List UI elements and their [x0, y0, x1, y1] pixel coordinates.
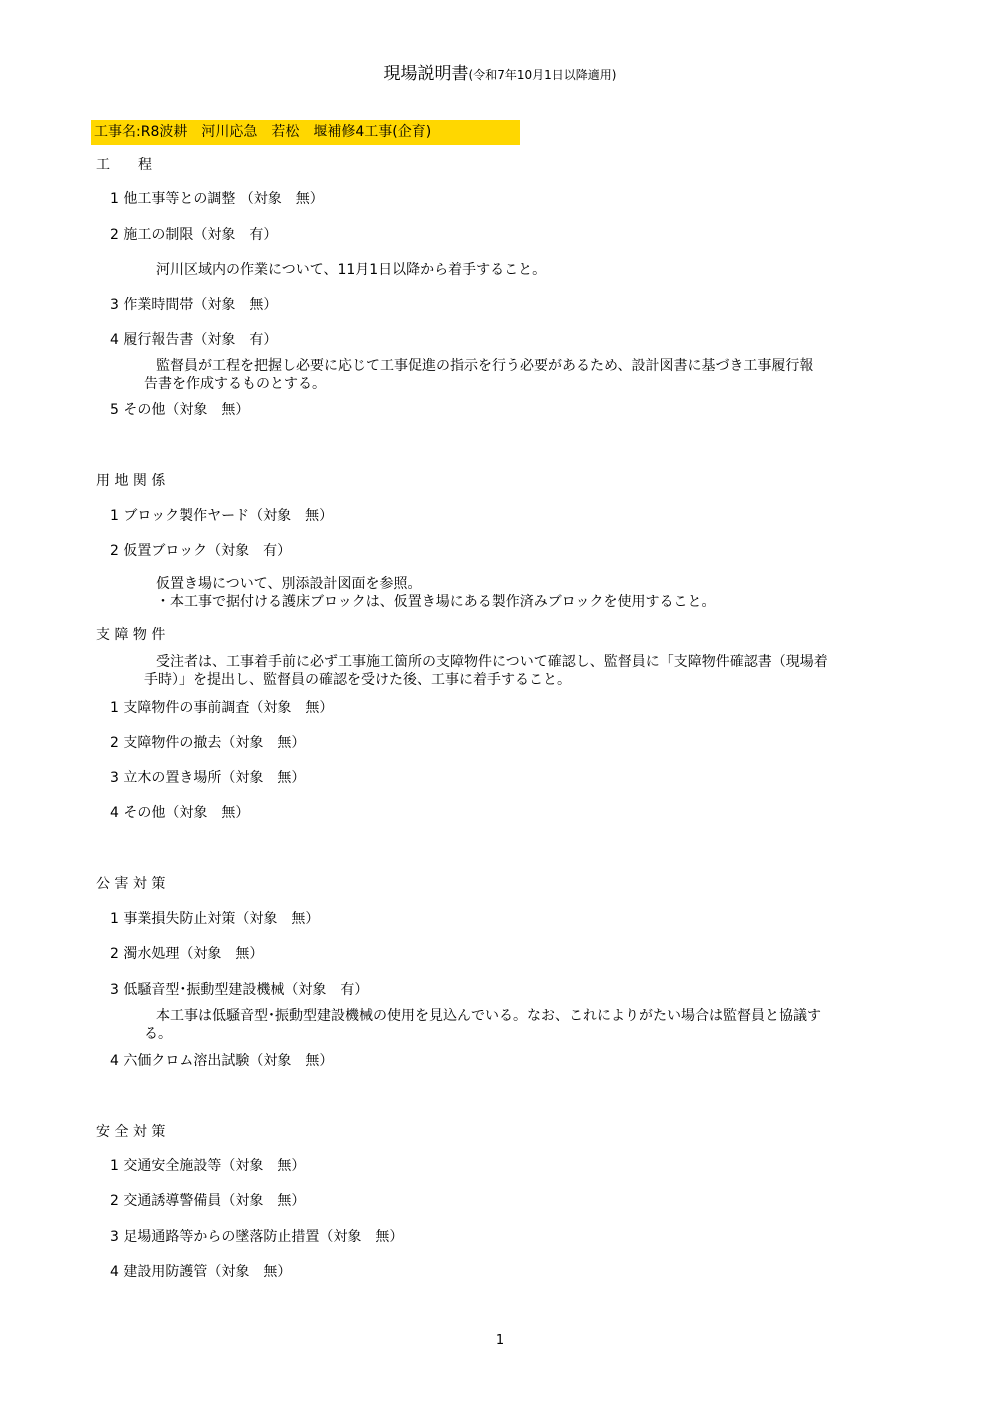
safety-item-1: 1 交通安全施設等（対象 無） [110, 1158, 306, 1174]
section-heading-land: 用 地 関 係 [96, 473, 166, 489]
safety-item-4: 4 建設用防護管（対象 無） [110, 1264, 292, 1280]
obstacles-item-4: 4 その他（対象 無） [110, 805, 250, 821]
schedule-item-5: 5 その他（対象 無） [110, 402, 250, 418]
obstacles-item-3: 3 立木の置き場所（対象 無） [110, 770, 306, 786]
project-name: 工事名:R8波耕 河川応急 若松 堰補修4工事(企育) [94, 124, 432, 140]
obstacles-item-1: 1 支障物件の事前調査（対象 無） [110, 700, 334, 716]
schedule-item-2-note: 河川区域内の作業について、11月1日以降から着手すること。 [156, 262, 547, 278]
section-heading-safety: 安 全 対 策 [96, 1124, 166, 1140]
safety-item-2: 2 交通誘導警備員（対象 無） [110, 1193, 306, 1209]
pollution-item-3: 3 低騒音型･振動型建設機械（対象 有） [110, 982, 369, 998]
schedule-item-4: 4 履行報告書（対象 有） [110, 332, 278, 348]
safety-item-3: 3 足場通路等からの墜落防止措置（対象 無） [110, 1229, 404, 1245]
land-item-2-note-line2: ・本工事で据付ける護床ブロックは、仮置き場にある製作済みブロックを使用すること。 [156, 594, 716, 610]
schedule-item-4-note-line2: 告書を作成するものとする。 [144, 376, 326, 392]
title-main: 現場説明書 [383, 64, 469, 84]
section-heading-obstacles: 支 障 物 件 [96, 627, 166, 643]
pollution-item-3-note-line1: 本工事は低騒音型･振動型建設機械の使用を見込んでいる。なお、これによりがたい場合は監督員と協議す [156, 1008, 821, 1024]
obstacles-intro-line2: 手時）」を提出し、監督員の確認を受けた後、工事に着手すること。 [144, 672, 571, 688]
page-title [0, 64, 1000, 85]
land-item-1: 1 ブロック製作ヤード（対象 無） [110, 508, 334, 524]
schedule-item-1: 1 他工事等との調整 （対象 無） [110, 191, 324, 207]
schedule-item-4-note-line1: 監督員が工程を把握し必要に応じて工事促進の指示を行う必要があるため、設計図書に基づき工事履行報 [156, 358, 814, 374]
pollution-item-3-note-line2: る。 [144, 1026, 172, 1042]
section-heading-schedule: 工 程 [96, 157, 152, 173]
pollution-item-2: 2 濁水処理（対象 無） [110, 946, 264, 962]
page-number: 1 [495, 1333, 505, 1348]
land-item-2: 2 仮置ブロック（対象 有） [110, 543, 292, 559]
pollution-item-4: 4 六価クロム溶出試験（対象 無） [110, 1053, 334, 1069]
obstacles-item-2: 2 支障物件の撤去（対象 無） [110, 735, 306, 751]
pollution-item-1: 1 事業損失防止対策（対象 無） [110, 911, 320, 927]
project-name-banner [91, 120, 520, 145]
schedule-item-3: 3 作業時間帯（対象 無） [110, 297, 278, 313]
section-heading-pollution: 公 害 対 策 [96, 876, 166, 892]
obstacles-intro-line1: 受注者は、工事着手前に必ず工事施工箇所の支障物件について確認し、監督員に「支障物件確認書（現場着 [156, 654, 828, 670]
land-item-2-note-line1: 仮置き場について、別添設計図面を参照。 [156, 576, 422, 592]
schedule-item-2: 2 施工の制限（対象 有） [110, 227, 278, 243]
title-subtitle: (令和7年10月1日以降適用) [468, 68, 617, 82]
